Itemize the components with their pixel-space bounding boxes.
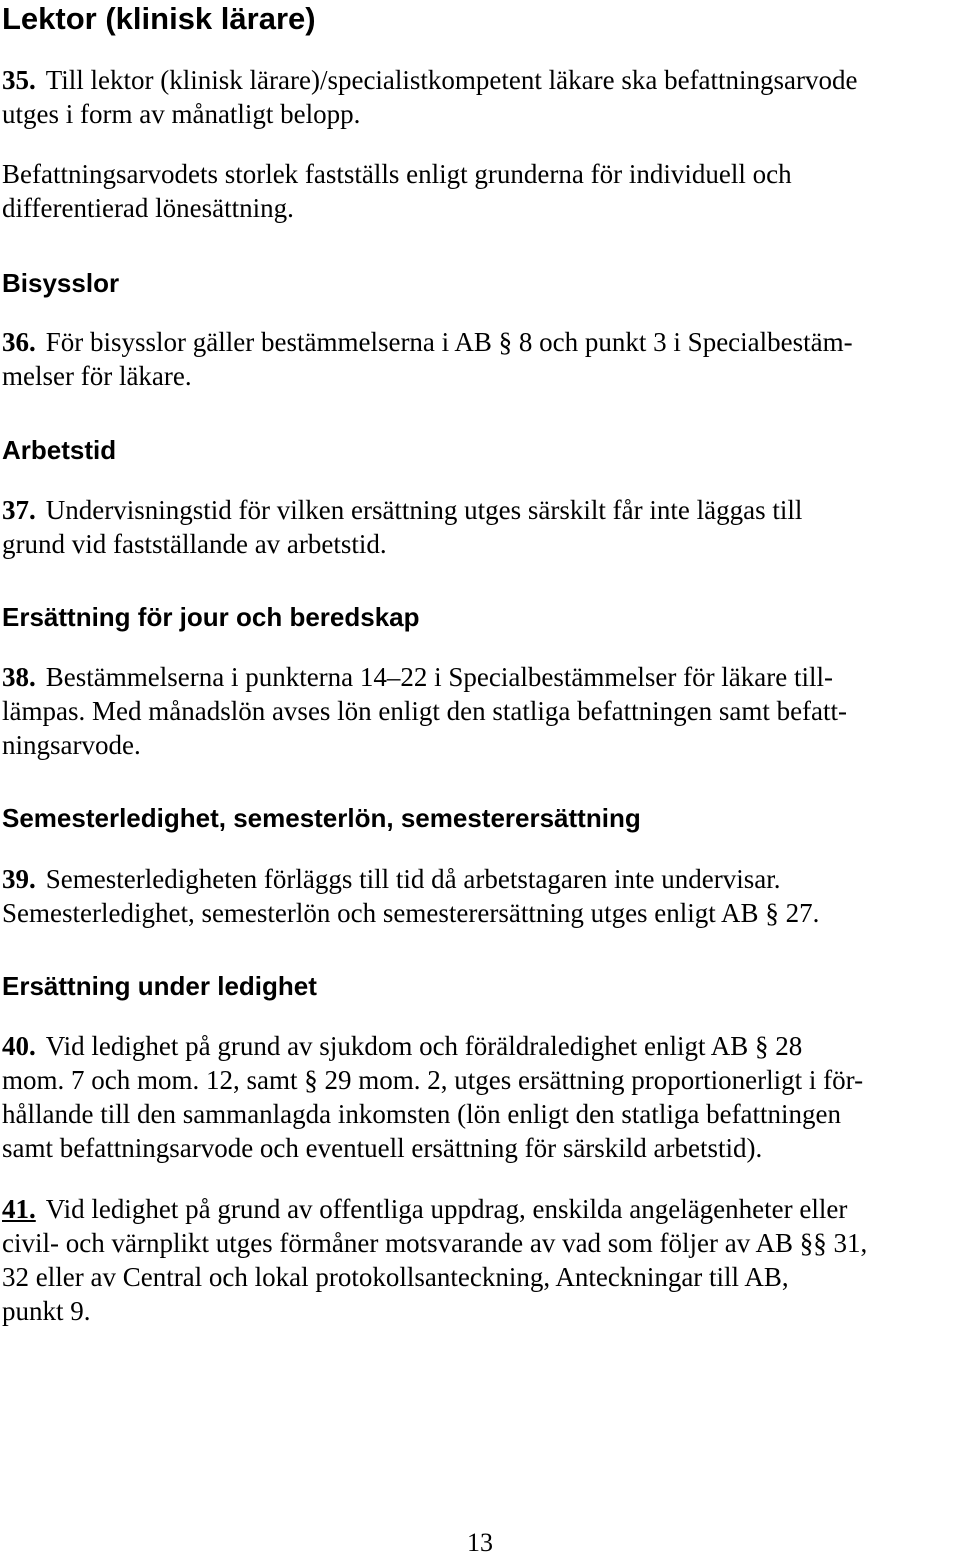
section-heading-semester: Semesterledighet, semesterlön, semesterersättning <box>2 803 641 833</box>
paragraph-line: punkt 9. <box>2 1296 91 1326</box>
paragraph-line: Undervisningstid för vilken ersättning utges särskilt får inte läggas till <box>45 495 803 525</box>
paragraph-number: 38. <box>2 662 36 692</box>
paragraph-line: Bestämmelserna i punkterna 14–22 i Specialbestämmelser för läkare till- <box>45 662 833 692</box>
section-heading-arbetstid: Arbetstid <box>2 435 117 465</box>
paragraph-line: Befattningsarvodets storlek fastställs enligt grunderna för individuell och <box>2 159 792 189</box>
paragraph-line: ningsarvode. <box>2 730 141 760</box>
paragraph-line: Vid ledighet på grund av offentliga uppdrag, enskilda angelägenheter eller <box>45 1194 848 1224</box>
paragraph-line: mom. 7 och mom. 12, samt § 29 mom. 2, utges ersättning proportionerligt i för- <box>2 1065 864 1095</box>
section-heading-jour-beredskap: Ersättning för jour och beredskap <box>2 602 420 632</box>
paragraph-39 <box>2 862 956 930</box>
paragraph-number: 41. <box>2 1194 36 1224</box>
paragraph-line: För bisysslor gäller bestämmelserna i AB § 8 och punkt 3 i Specialbestäm- <box>45 327 853 357</box>
paragraph-befattningsarvode <box>2 157 956 225</box>
paragraph-37 <box>2 493 956 561</box>
paragraph-number: 39. <box>2 864 36 894</box>
paragraph-40 <box>2 1029 956 1165</box>
paragraph-line: grund vid fastställande av arbetstid. <box>2 529 387 559</box>
paragraph-line: samt befattningsarvode och eventuell ersättning för särskild arbetstid). <box>2 1133 763 1163</box>
page-title: Lektor (klinisk lärare) <box>2 1 316 36</box>
paragraph-line: civil- och värnplikt utges förmåner motsvarande av vad som följer av AB §§ 31, <box>2 1228 868 1258</box>
section-heading-bisysslor: Bisysslor <box>2 268 120 298</box>
paragraph-35 <box>2 63 956 131</box>
paragraph-number: 35. <box>2 65 36 95</box>
paragraph-line: Semesterledighet, semesterlön och semesterersättning utges enligt AB § 27. <box>2 898 820 928</box>
paragraph-38 <box>2 660 956 762</box>
paragraph-line: Semesterledigheten förläggs till tid då arbetstagaren inte undervisar. <box>45 864 781 894</box>
paragraph-number: 37. <box>2 495 36 525</box>
paragraph-line: Till lektor (klinisk lärare)/specialistkompetent läkare ska befattningsarvode <box>45 65 858 95</box>
section-heading-ledighet: Ersättning under ledighet <box>2 971 317 1001</box>
paragraph-number: 36. <box>2 327 36 357</box>
page-number: 13 <box>467 1528 493 1557</box>
paragraph-41 <box>2 1192 956 1328</box>
paragraph-line: hållande till den sammanlagda inkomsten (lön enligt den statliga befattningen <box>2 1099 842 1129</box>
paragraph-36 <box>2 325 956 393</box>
paragraph-line: Vid ledighet på grund av sjukdom och föräldraledighet enligt AB § 28 <box>45 1031 803 1061</box>
paragraph-line: lämpas. Med månadslön avses lön enligt den statliga befattningen samt befatt- <box>2 696 848 726</box>
paragraph-line: differentierad lönesättning. <box>2 193 294 223</box>
paragraph-number: 40. <box>2 1031 36 1061</box>
paragraph-line: 32 eller av Central och lokal protokollsanteckning, Anteckningar till AB, <box>2 1262 789 1292</box>
paragraph-line: utges i form av månatligt belopp. <box>2 99 361 129</box>
paragraph-line: melser för läkare. <box>2 361 192 391</box>
